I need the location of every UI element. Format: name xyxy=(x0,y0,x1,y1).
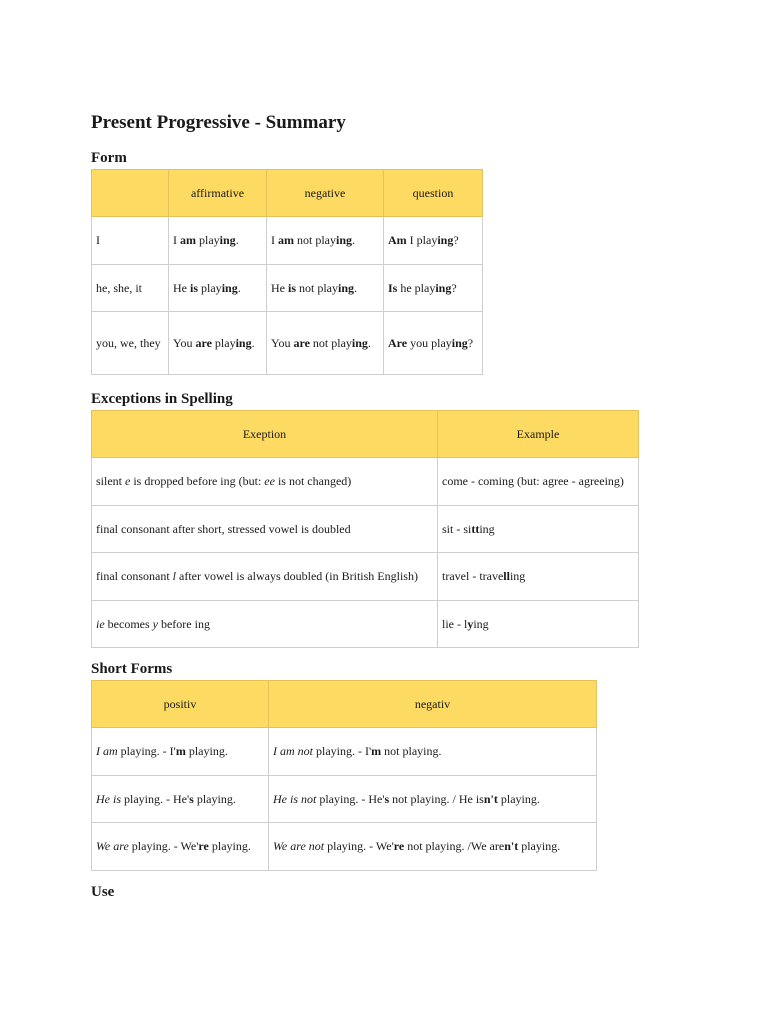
table-cell: We are not playing. - We're not playing. /We aren't playing. xyxy=(269,823,597,871)
table-cell: sit - sitting xyxy=(438,506,639,553)
table-cell: Are you playing? xyxy=(384,312,483,375)
form-header-cell: negative xyxy=(267,170,384,217)
section-heading-short-forms: Short Forms xyxy=(91,661,173,677)
table-cell: I am not playing. - I'm not playing. xyxy=(269,728,597,776)
table-row xyxy=(92,601,639,648)
table-row xyxy=(92,265,483,312)
table-cell: he, she, it xyxy=(92,265,169,312)
table-cell: You are not playing. xyxy=(267,312,384,375)
table-cell: you, we, they xyxy=(92,312,169,375)
table-row xyxy=(92,553,639,601)
short-forms-header-cell: negativ xyxy=(269,681,597,728)
table-cell: He is not playing. - He's not playing. / He isn't playing. xyxy=(269,776,597,823)
table-cell: I xyxy=(92,217,169,265)
table-cell: travel - travelling xyxy=(438,553,639,601)
section-heading-exceptions: Exceptions in Spelling xyxy=(91,391,233,407)
form-header-cell: affirmative xyxy=(169,170,267,217)
table-cell: He is playing. xyxy=(169,265,267,312)
section-heading-form: Form xyxy=(91,150,127,166)
table-cell: He is not playing. xyxy=(267,265,384,312)
table-cell: silent e is dropped before ing (but: ee is not changed) xyxy=(92,458,438,506)
table-row xyxy=(92,823,597,871)
table-row xyxy=(92,728,597,776)
table-cell: I am playing. xyxy=(169,217,267,265)
form-table-header-row xyxy=(92,170,483,217)
exceptions-table-header-row xyxy=(92,411,639,458)
exceptions-table xyxy=(91,410,639,648)
table-cell: final consonant after short, stressed vowel is doubled xyxy=(92,506,438,553)
table-cell: You are playing. xyxy=(169,312,267,375)
form-header-cell: question xyxy=(384,170,483,217)
table-cell: I am playing. - I'm playing. xyxy=(92,728,269,776)
exceptions-header-cell: Example xyxy=(438,411,639,458)
table-row xyxy=(92,312,483,375)
table-cell: He is playing. - He's playing. xyxy=(92,776,269,823)
short-forms-header-cell: positiv xyxy=(92,681,269,728)
form-header-cell xyxy=(92,170,169,217)
table-cell: I am not playing. xyxy=(267,217,384,265)
form-table xyxy=(91,169,483,375)
table-cell: We are playing. - We're playing. xyxy=(92,823,269,871)
table-cell: lie - lying xyxy=(438,601,639,648)
table-cell: final consonant l after vowel is always doubled (in British English) xyxy=(92,553,438,601)
exceptions-header-cell: Exeption xyxy=(92,411,438,458)
table-row xyxy=(92,458,639,506)
table-cell: Is he playing? xyxy=(384,265,483,312)
short-forms-table xyxy=(91,680,597,871)
table-row xyxy=(92,217,483,265)
table-cell: come - coming (but: agree - agreeing) xyxy=(438,458,639,506)
table-cell: ie becomes y before ing xyxy=(92,601,438,648)
section-heading-use: Use xyxy=(91,884,115,900)
table-row xyxy=(92,506,639,553)
table-row xyxy=(92,776,597,823)
page-title: Present Progressive - Summary xyxy=(91,112,346,133)
short-forms-table-header-row xyxy=(92,681,597,728)
document-page xyxy=(91,111,711,902)
table-cell: Am I playing? xyxy=(384,217,483,265)
